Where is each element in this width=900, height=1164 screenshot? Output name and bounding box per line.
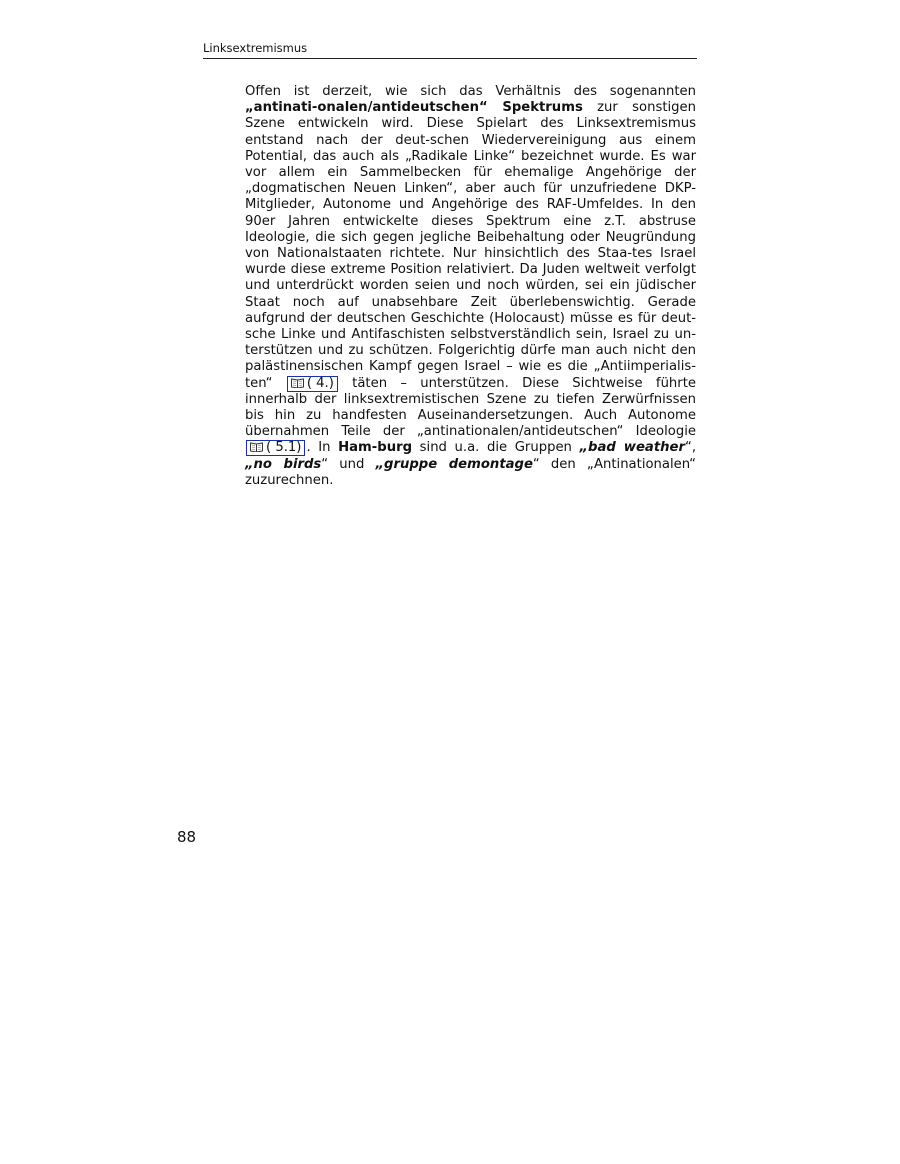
- bold-term: Ham-burg: [338, 440, 413, 456]
- reference-label: ( 5.1): [266, 440, 302, 456]
- book-icon: [291, 378, 304, 388]
- group-name: „bad weather: [579, 440, 685, 456]
- cross-reference-link-4[interactable]: [287, 376, 338, 392]
- book-icon: [250, 442, 263, 452]
- body-paragraph: [245, 84, 696, 489]
- running-header: [203, 38, 697, 59]
- group-name: „gruppe demontage: [375, 456, 533, 472]
- group-name: „no birds: [245, 456, 322, 472]
- text-run: “ den „Antinationalen“ zuzurechnen.: [245, 456, 696, 488]
- text-run: . In: [306, 440, 339, 456]
- reference-label: ( 4.): [306, 375, 334, 391]
- text-run: Offen ist derzeit, wie sich das Verhältnis des sogenannten: [245, 84, 696, 99]
- cross-reference-link-5-1[interactable]: [246, 440, 305, 456]
- text-run: “,: [684, 440, 697, 456]
- header-title: Linksextremismus: [203, 41, 308, 55]
- text-run: zur sonstigen Szene entwickeln wird. Diese Spielart des Linksextremismus entstand nach der deut-schen Wiedervereinigung aus einem Potential, das auch als „Radikale Linke“ bezeichnet wurde. Es war vor allem ein Sammelbecken für ehemalige Angehörige der „dogmatischen Neuen Linken“, aber auch für unzufriedene DKP-Mitglieder, Autonome und Angehörige des RAF-Umfeldes. In den 90er Jahren entwickelte dieses Spektrum eine z.T. abstruse Ideologie, die sich gegen jegliche Beibehaltung oder Neugründung von Nationalstaaten richtete. Nur hinsichtlich des Staa-tes Israel wurde diese extreme Position relativiert. Da Juden weltweit verfolgt und unterdrückt worden seien und noch würden, sei ein jüdischer Staat noch auf unabsehbare Zeit überlebenswichtig. Gerade aufgrund der deutschen Geschichte (Holocaust) müsse es für deut-sche Linke und Antifaschisten selbstverständlich sein, Israel zu un-terstützen und zu schützen. Folgerichtig dürfe man auch nicht den palästinensischen Kampf gegen Israel – wie es die „Antiimperialis-ten“: [245, 100, 696, 391]
- bold-term: „antinati-onalen/antideutschen“ Spektrums: [245, 100, 583, 116]
- text-run: “ und: [321, 456, 376, 472]
- text-run: täten – unterstützen. Diese Sichtweise führte innerhalb der linksextremistischen Szene zu tiefen Zerwürfnissen bis hin zu handfesten Auseinandersetzungen. Auch Autonome übernahmen Teile der „antinationalen/antideutschen“ Ideologie: [245, 375, 696, 440]
- text-run: sind u.a. die Gruppen: [412, 440, 580, 456]
- page-number: 88: [177, 828, 197, 846]
